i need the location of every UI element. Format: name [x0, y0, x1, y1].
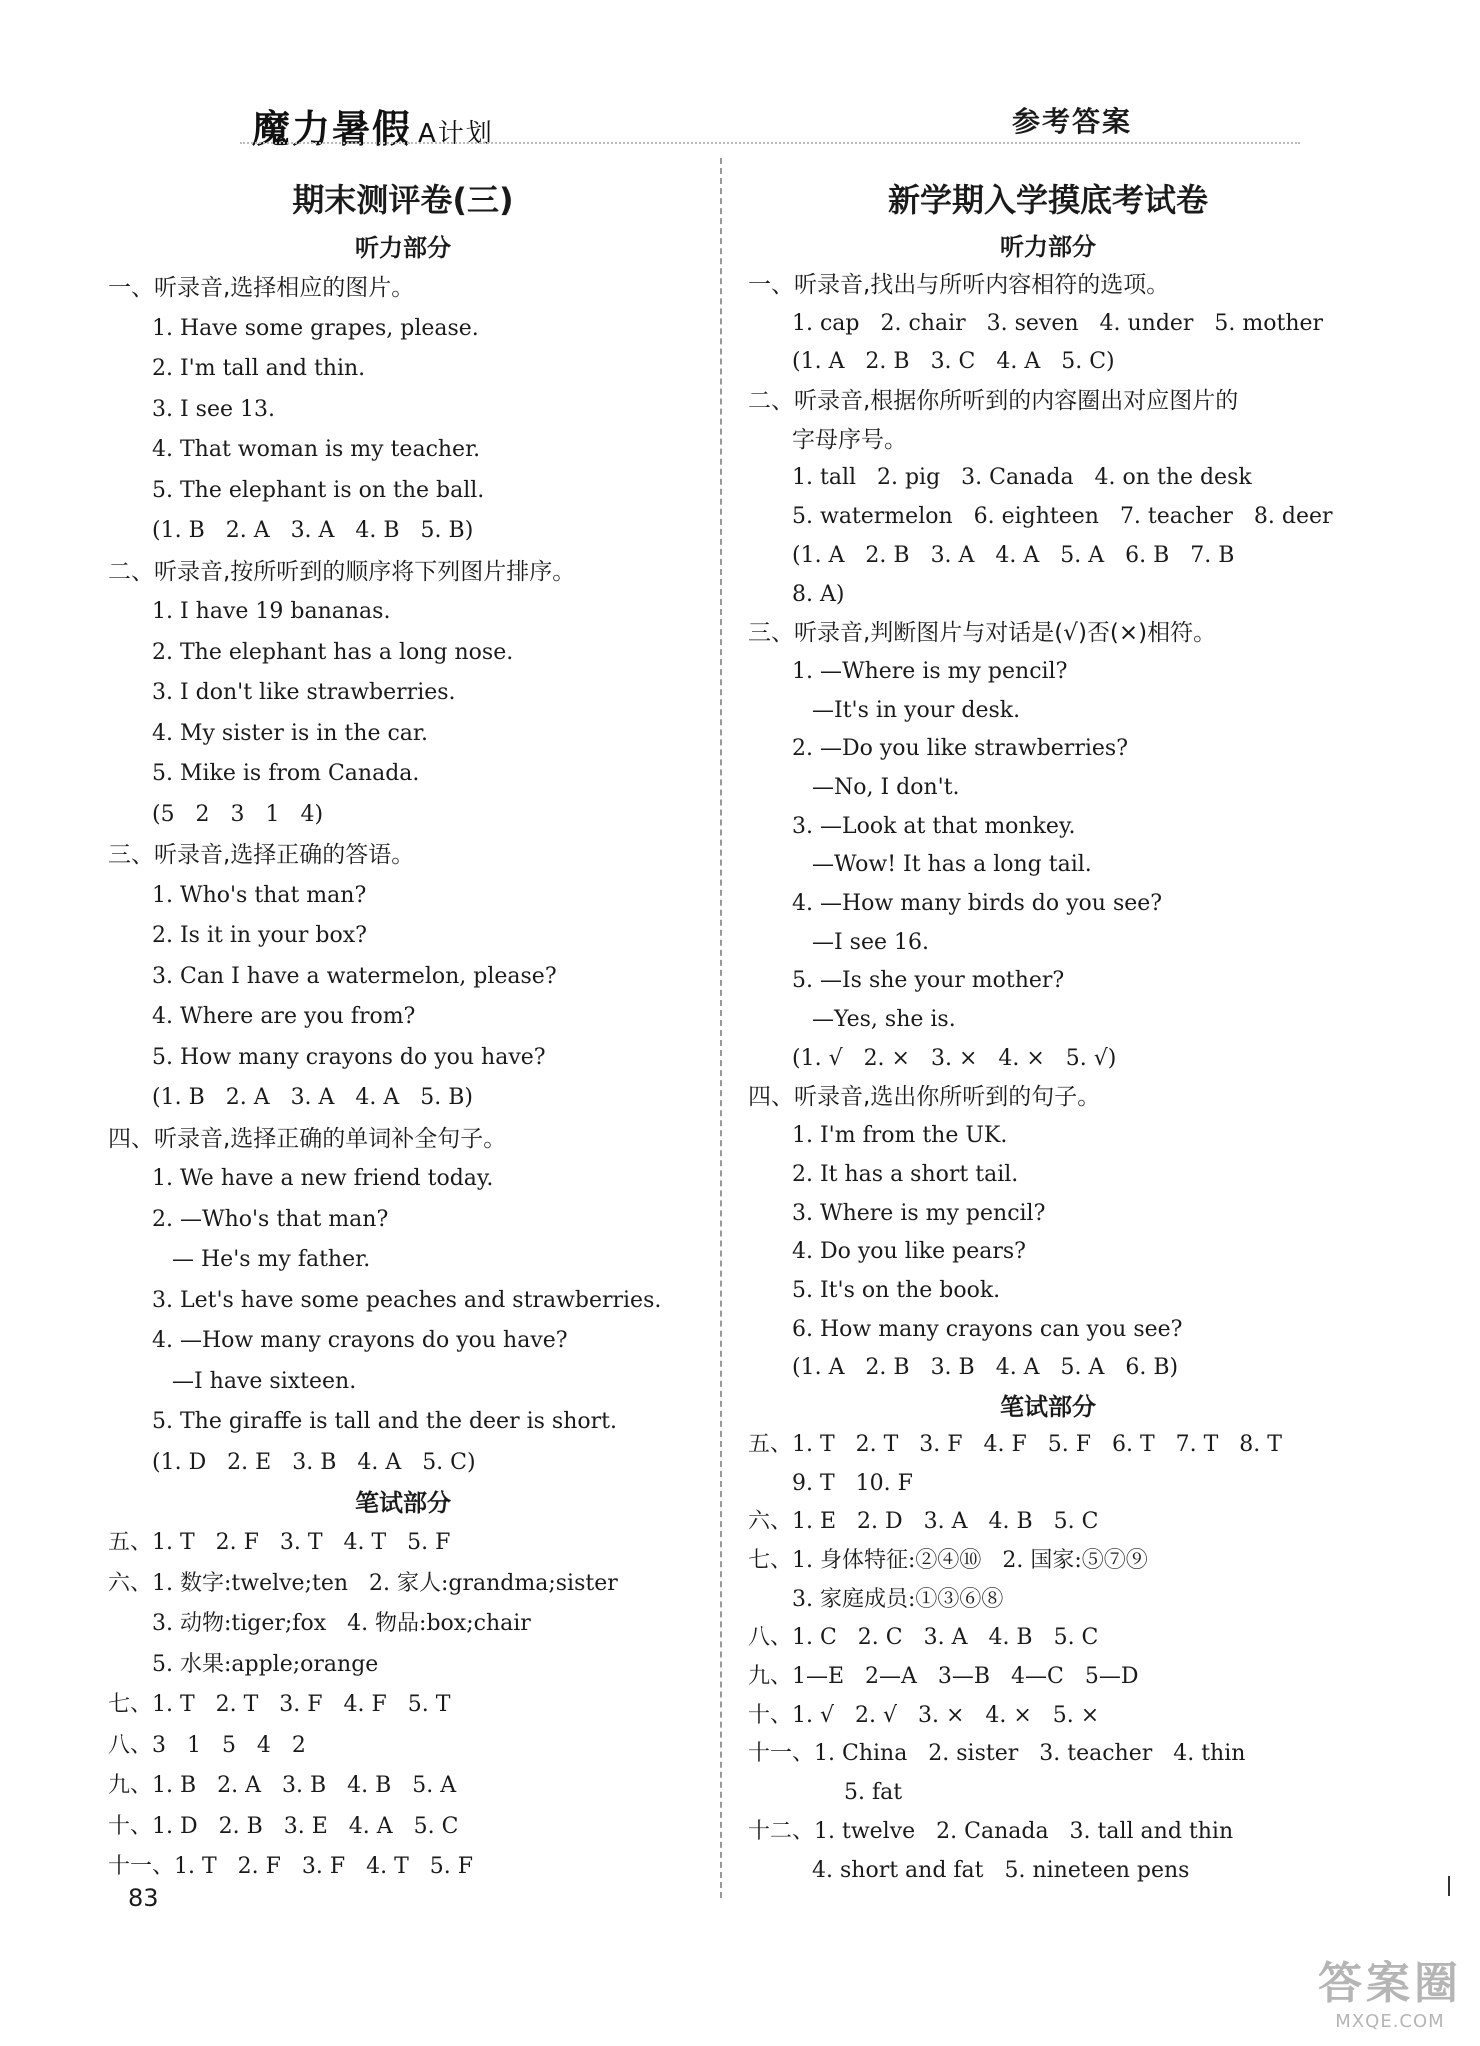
answer-line: 六、1. E 2. D 3. A 4. B 5. C	[748, 1509, 1099, 1535]
answer-line: 十、1. √ 2. √ 3. × 4. × 5. ×	[748, 1702, 1100, 1728]
question-heading: 四、听录音,选择正确的单词补全句子。	[108, 1125, 507, 1152]
answer-line: 九、1—E 2—A 3—B 4—C 5—D	[748, 1664, 1139, 1690]
page-number: 83	[128, 1884, 159, 1912]
question-heading: 三、听录音,判断图片与对话是(√)否(×)相符。	[748, 620, 1217, 647]
answer-line: (1. √ 2. × 3. × 4. × 5. √)	[792, 1045, 1117, 1071]
answer-line: 4. —How many birds do you see?	[792, 891, 1163, 916]
answer-line: 七、1. T 2. T 3. F 4. F 5. T	[108, 1692, 451, 1717]
answer-line: 1. I'm from the UK.	[792, 1123, 1008, 1149]
answer-line: —It's in your desk.	[812, 697, 1021, 723]
answer-line: 5. 水果:apple;orange	[152, 1651, 379, 1677]
answer-line: 十一、1. China 2. sister 3. teacher 4. thin	[748, 1741, 1246, 1767]
answer-line: — He's my father.	[172, 1247, 371, 1272]
answer-line: 4. Do you like pears?	[792, 1239, 1026, 1265]
answer-line: (1. B 2. A 3. A 4. B 5. B)	[152, 518, 474, 543]
brand-subtitle: A计划	[418, 119, 494, 149]
answer-line: 3. 家庭成员:①③⑥⑧	[792, 1586, 1004, 1612]
brand-logo	[252, 98, 494, 153]
answer-line: 六、1. 数字:twelve;ten 2. 家人:grandma;sister	[108, 1570, 618, 1596]
page-header	[0, 0, 1480, 160]
answer-line: 2. —Do you like strawberries?	[792, 736, 1128, 762]
question-heading: 二、听录音,按所听到的顺序将下列图片排序。	[108, 558, 576, 585]
answer-line: 七、1. 身体特征:②④⑩ 2. 国家:⑤⑦⑨	[748, 1548, 1148, 1573]
answer-line: 1. cap 2. chair 3. seven 4. under 5. mother	[792, 310, 1324, 336]
answer-line: 4. —How many crayons do you have?	[152, 1328, 568, 1353]
answer-line: 2. The elephant has a long nose.	[152, 639, 514, 665]
answer-line: 4. Where are you from?	[152, 1004, 416, 1029]
answer-line: 1. I have 19 bananas.	[152, 599, 391, 624]
answer-line: (1. A 2. B 3. A 4. A 5. A 6. B 7. B	[792, 542, 1235, 568]
watermark-logo: 答案圈	[1318, 1958, 1462, 2009]
left-column	[108, 172, 698, 1888]
answer-line: 6. How many crayons can you see?	[792, 1316, 1183, 1342]
brand-name: 魔力暑假	[252, 107, 413, 151]
question-heading: 一、听录音,选择相应的图片。	[108, 275, 415, 301]
answer-line: 5. —Is she your mother?	[792, 968, 1065, 994]
answer-line: 八、1. C 2. C 3. A 4. B 5. C	[748, 1625, 1099, 1651]
question-heading: 一、听录音,找出与所听内容相符的选项。	[748, 272, 1170, 298]
answer-line: 9. T 10. F	[792, 1470, 913, 1496]
answer-line: (1. A 2. B 3. C 4. A 5. C)	[792, 349, 1115, 375]
answer-line: —Yes, she is.	[812, 1007, 956, 1033]
watermark	[1318, 1947, 1462, 2032]
answer-key-title: 参考答案	[1012, 105, 1133, 138]
answer-line: 4. short and fat 5. nineteen pens	[812, 1857, 1190, 1883]
answer-line: 五、1. T 2. T 3. F 4. F 5. F 6. T 7. T 8. T	[748, 1431, 1282, 1457]
section-subtitle: 笔试部分	[355, 1489, 451, 1517]
answer-line: 3. I see 13.	[152, 396, 275, 422]
answer-line: 2. I'm tall and thin.	[152, 356, 366, 381]
right-column	[748, 172, 1348, 1890]
answer-line: 5. The giraffe is tall and the deer is short.	[152, 1409, 617, 1434]
answer-line: 3. I don't like strawberries.	[152, 680, 456, 705]
answer-line: 5. It's on the book.	[792, 1277, 1001, 1303]
right-lines	[748, 228, 1348, 1890]
answer-line: 2. Is it in your box?	[152, 923, 367, 948]
answer-line: 5. Mike is from Canada.	[152, 761, 420, 786]
answer-line: —I have sixteen.	[172, 1368, 357, 1394]
question-heading: 二、听录音,根据你所听到的内容圈出对应图片的	[748, 388, 1239, 415]
answer-line: —Wow! It has a long tail.	[812, 852, 1092, 878]
answer-line: 1. Who's that man?	[152, 882, 367, 908]
answer-line: 1. —Where is my pencil?	[792, 658, 1068, 684]
answer-line: 2. —Who's that man?	[152, 1206, 389, 1232]
answer-line: —No, I don't.	[812, 774, 960, 800]
answer-line: 5. watermelon 6. eighteen 7. teacher 8. deer	[792, 504, 1333, 530]
right-section-title: 新学期入学摸底考试卷	[887, 181, 1208, 219]
left-section-title: 期末测评卷(三)	[292, 181, 514, 219]
answer-line: (1. B 2. A 3. A 4. A 5. B)	[152, 1085, 473, 1110]
section-subtitle: 听力部分	[1000, 233, 1096, 261]
column-divider	[720, 158, 722, 1898]
section-subtitle: 听力部分	[355, 234, 451, 262]
answer-line: 4. My sister is in the car.	[152, 720, 428, 746]
question-heading: 三、听录音,选择正确的答语。	[108, 842, 415, 868]
answer-line: 3. Let's have some peaches and strawberries.	[152, 1287, 662, 1313]
answer-line: 2. It has a short tail.	[792, 1161, 1019, 1187]
answer-line: 3. Can I have a watermelon, please?	[152, 963, 557, 989]
answer-line: 5. fat	[844, 1780, 903, 1806]
answer-line: 1. tall 2. pig 3. Canada 4. on the desk	[792, 465, 1252, 491]
answer-line: 十、1. D 2. B 3. E 4. A 5. C	[108, 1813, 459, 1839]
margin-mark	[1448, 1876, 1450, 1896]
section-subtitle: 笔试部分	[1000, 1392, 1096, 1421]
answer-line: 5. The elephant is on the ball.	[152, 477, 485, 503]
question-heading: 字母序号。	[792, 426, 907, 453]
question-heading: 四、听录音,选出你所听到的句子。	[748, 1084, 1101, 1111]
watermark-url: MXQE.COM	[1335, 2011, 1445, 2032]
answer-line: 3. Where is my pencil?	[792, 1200, 1046, 1226]
answer-line: (1. A 2. B 3. B 4. A 5. A 6. B)	[792, 1355, 1179, 1381]
answer-line: 8. A)	[792, 581, 845, 607]
answer-line: 3. —Look at that monkey.	[792, 813, 1076, 839]
answer-line: 十二、1. twelve 2. Canada 3. tall and thin	[748, 1818, 1234, 1844]
answer-line: 五、1. T 2. F 3. T 4. T 5. F	[108, 1530, 451, 1555]
answer-line: 5. How many crayons do you have?	[152, 1044, 546, 1070]
answer-line: (5 2 3 1 4)	[152, 801, 324, 827]
answer-line: 1. Have some grapes, please.	[152, 315, 479, 341]
answer-line: 3. 动物:tiger;fox 4. 物品:box;chair	[152, 1611, 531, 1636]
answer-line: 八、3 1 5 4 2	[108, 1732, 306, 1758]
answer-line: 4. That woman is my teacher.	[152, 437, 481, 462]
answer-line: 1. We have a new friend today.	[152, 1166, 494, 1191]
answer-line: 十一、1. T 2. F 3. F 4. T 5. F	[108, 1854, 473, 1879]
answer-line: (1. D 2. E 3. B 4. A 5. C)	[152, 1449, 476, 1475]
answer-line: 九、1. B 2. A 3. B 4. B 5. A	[108, 1773, 457, 1798]
header-rule	[240, 142, 1300, 144]
left-lines	[108, 228, 698, 1888]
answer-line: —I see 16.	[812, 929, 929, 955]
